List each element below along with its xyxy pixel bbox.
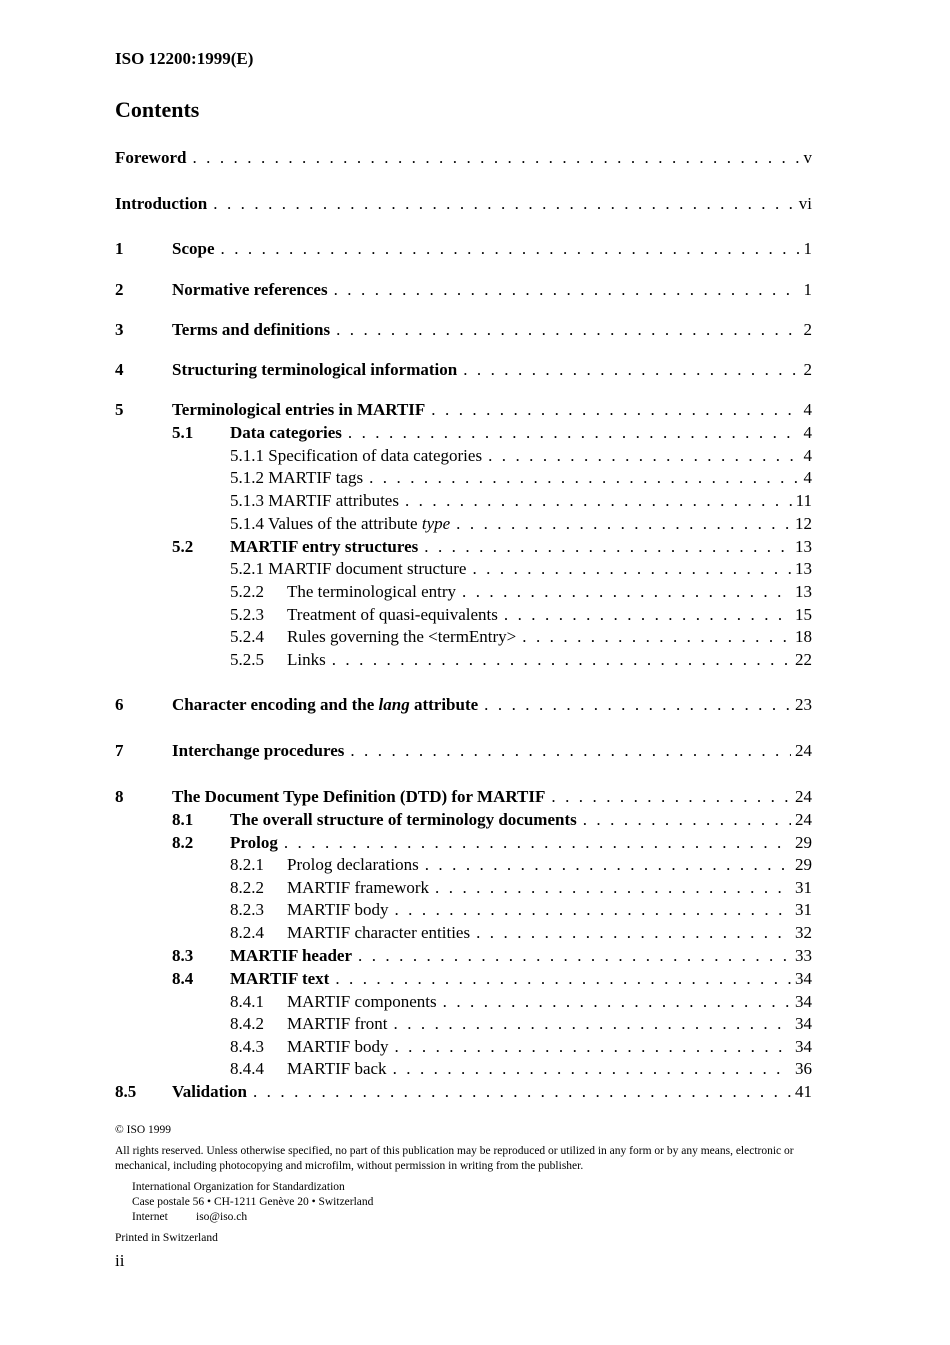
- toc-title-text: 5.1.1 Specification of data categories: [230, 446, 483, 465]
- toc-title-text: Prolog declarations: [287, 855, 419, 874]
- toc-page-number: 4: [803, 446, 812, 465]
- toc-entry[interactable]: [115, 319, 812, 341]
- toc-page-number: 34: [795, 969, 812, 988]
- toc-title-text: MARTIF framework: [287, 878, 430, 897]
- copyright-line: © ISO 1999: [115, 1124, 172, 1136]
- contents-heading: Contents: [115, 97, 200, 122]
- toc-entry[interactable]: [115, 1081, 812, 1103]
- toc-entry[interactable]: [115, 1036, 812, 1058]
- toc-title-text: Scope: [172, 239, 215, 258]
- toc-entry-number: 5.1: [172, 423, 194, 442]
- printed-in: Printed in Switzerland: [115, 1232, 218, 1244]
- toc-entry-title: [230, 604, 504, 626]
- toc-entry-number: 5.2: [172, 537, 194, 556]
- toc-entry-title: [172, 359, 463, 381]
- dot-leader: [488, 445, 799, 467]
- toc-entry-title: [172, 399, 431, 421]
- toc-page-number: 13: [795, 537, 812, 556]
- toc-title-text: MARTIF text: [230, 969, 330, 988]
- toc-entry-number: 4: [115, 360, 124, 379]
- toc-entry[interactable]: [115, 809, 812, 831]
- toc-entry-number: 8.2: [172, 833, 194, 852]
- toc-page-number: 4: [803, 468, 812, 487]
- toc-page-number: 23: [795, 695, 812, 714]
- toc-title-tail: attribute: [409, 695, 479, 714]
- toc-entry-title: [230, 991, 443, 1013]
- toc-title-text: Structuring terminological information: [172, 360, 458, 379]
- toc-subsection-number: 8.4.3: [230, 1037, 264, 1056]
- toc-subsection-number: 5.2.4: [230, 627, 264, 646]
- dot-leader: [462, 581, 791, 603]
- toc-entry-title: [172, 319, 336, 341]
- dot-leader: [192, 147, 799, 169]
- toc-entry[interactable]: [115, 193, 812, 215]
- toc-title-text: The Document Type Definition (DTD) for MARTIF: [172, 787, 546, 806]
- toc-entry-title: [230, 968, 335, 990]
- toc-title-text: MARTIF body: [287, 900, 389, 919]
- toc-entry[interactable]: [115, 1013, 812, 1035]
- toc-entry-title: [230, 945, 358, 967]
- toc-entry-title: [230, 490, 405, 512]
- toc-title-text: Introduction: [115, 194, 208, 213]
- copyright-footer: [115, 1123, 815, 1246]
- toc-entry-title: [230, 1036, 394, 1058]
- toc-entry[interactable]: [115, 359, 812, 381]
- toc-title-text: Terms and definitions: [172, 320, 331, 339]
- toc-title-text: 5.1.4 Values of the attribute: [230, 514, 422, 533]
- toc-entry[interactable]: [115, 238, 812, 260]
- toc-entry-number: 8: [115, 787, 124, 806]
- toc-entry-title: [115, 147, 192, 169]
- toc-page-number: 34: [795, 992, 812, 1011]
- toc-subsection-number: 8.4.1: [230, 992, 264, 1011]
- dot-leader: [522, 626, 791, 648]
- toc-entry-title: [230, 581, 462, 603]
- toc-title-text: MARTIF back: [287, 1059, 387, 1078]
- toc-page-number: 29: [795, 855, 812, 874]
- toc-page-number: v: [803, 148, 812, 167]
- dot-leader: [348, 422, 800, 444]
- toc-entry[interactable]: [115, 740, 812, 762]
- toc-entry[interactable]: [115, 854, 812, 876]
- publisher-address: [115, 1180, 815, 1225]
- toc-entry-number: 8.5: [115, 1082, 137, 1101]
- toc-entry[interactable]: [115, 513, 812, 535]
- toc-title-text: Prolog: [230, 833, 278, 852]
- toc-entry-number: 8.1: [172, 810, 194, 829]
- toc-title-text: Links: [287, 650, 326, 669]
- toc-entry[interactable]: [115, 922, 812, 944]
- toc-entry-title: [230, 854, 425, 876]
- toc-subsection-number: 5.2.3: [230, 605, 264, 624]
- toc-title-text: The terminological entry: [287, 582, 456, 601]
- dot-leader: [253, 1081, 791, 1103]
- toc-entry[interactable]: [115, 991, 812, 1013]
- toc-entry-title: [172, 1081, 253, 1103]
- dot-leader: [551, 786, 791, 808]
- toc-entry-number: 3: [115, 320, 124, 339]
- toc-entry[interactable]: [115, 536, 812, 558]
- toc-subsection-number: 5.2.2: [230, 582, 264, 601]
- toc-entry-title: [230, 513, 456, 535]
- toc-page-number: 31: [795, 878, 812, 897]
- dot-leader: [425, 854, 791, 876]
- dot-leader: [443, 991, 791, 1013]
- dot-leader: [472, 558, 791, 580]
- toc-entry[interactable]: [115, 279, 812, 301]
- dot-leader: [335, 968, 791, 990]
- toc-entry-title: [230, 809, 583, 831]
- toc-entry[interactable]: [115, 832, 812, 854]
- toc-entry[interactable]: [115, 649, 812, 671]
- toc-entry-title: [230, 536, 424, 558]
- dot-leader: [213, 193, 795, 215]
- toc-entry-title: [172, 694, 484, 716]
- toc-page-number: 11: [795, 491, 812, 510]
- toc-entry-title: [230, 1058, 393, 1080]
- toc-title-text: 5.1.3 MARTIF attributes: [230, 491, 399, 510]
- toc-entry-title: [230, 877, 435, 899]
- toc-title-text: Data categories: [230, 423, 342, 442]
- toc-entry-number: 7: [115, 741, 124, 760]
- toc-subsection-number: 8.2.1: [230, 855, 264, 874]
- toc-entry[interactable]: [115, 399, 812, 421]
- toc-entry-title: [172, 279, 334, 301]
- toc-title-italic: lang: [378, 695, 410, 714]
- toc-page-number: 13: [795, 582, 812, 601]
- toc-title-text: 5.1.2 MARTIF tags: [230, 468, 364, 487]
- toc-entry-title: [230, 467, 369, 489]
- toc-page-number: 2: [803, 320, 812, 339]
- toc-title-text: Rules governing the <termEntry>: [287, 627, 517, 646]
- toc-entry-title: [230, 832, 284, 854]
- toc-title-text: MARTIF header: [230, 946, 353, 965]
- dot-leader: [334, 279, 800, 301]
- toc-title-text: Treatment of quasi-equivalents: [287, 605, 498, 624]
- toc-page-number: 32: [795, 923, 812, 942]
- toc-page-number: 24: [795, 787, 812, 806]
- toc-page-number: 41: [795, 1082, 812, 1101]
- toc-subsection-number: 8.2.3: [230, 900, 264, 919]
- toc-page-number: 1: [803, 280, 812, 299]
- dot-leader: [369, 467, 799, 489]
- toc-page-number: 34: [795, 1014, 812, 1033]
- rights-statement: All rights reserved. Unless otherwise specified, no part of this publication may be reproduced or utilized in any form or by any means, electronic or mechanical, including photocopying and microfilm, without permission in writing from the publisher.: [115, 1145, 794, 1172]
- toc-entry-title: [230, 422, 348, 444]
- toc-page-number: 24: [795, 741, 812, 760]
- toc-page-number: 13: [795, 559, 812, 578]
- toc-entry[interactable]: [115, 945, 812, 967]
- toc-page-number: 12: [795, 514, 812, 533]
- postal-address: Case postale 56 • CH-1211 Genève 20 • Switzerland: [132, 1196, 374, 1208]
- toc-entry-number: 6: [115, 695, 124, 714]
- dot-leader: [336, 319, 799, 341]
- dot-leader: [221, 238, 800, 260]
- toc-entry[interactable]: [115, 968, 812, 990]
- toc-entry[interactable]: [115, 877, 812, 899]
- dot-leader: [484, 694, 791, 716]
- toc-entry-title: [230, 1013, 394, 1035]
- toc-title-text: Interchange procedures: [172, 741, 345, 760]
- dot-leader: [394, 899, 791, 921]
- toc-page-number: 33: [795, 946, 812, 965]
- dot-leader: [284, 832, 791, 854]
- dot-leader: [424, 536, 791, 558]
- dot-leader: [332, 649, 791, 671]
- toc-entry[interactable]: [115, 445, 812, 467]
- toc-page-number: vi: [798, 194, 812, 213]
- toc-page-number: 22: [795, 650, 812, 669]
- dot-leader: [504, 604, 791, 626]
- toc-subsection-number: 8.2.2: [230, 878, 264, 897]
- toc-entry[interactable]: [115, 422, 812, 444]
- toc-entry[interactable]: [115, 626, 812, 648]
- toc-entry[interactable]: [115, 147, 812, 169]
- toc-title-text: Terminological entries in MARTIF: [172, 400, 426, 419]
- toc-page-number: 4: [803, 400, 812, 419]
- org-name: International Organization for Standardization: [132, 1181, 345, 1193]
- toc-title-text: MARTIF front: [287, 1014, 388, 1033]
- toc-page-number: 15: [795, 605, 812, 624]
- toc-entry[interactable]: [115, 581, 812, 603]
- toc-entry-title: [230, 922, 476, 944]
- toc-entry-number: 1: [115, 239, 124, 258]
- toc-entry-title: [230, 626, 522, 648]
- toc-page-number: 24: [795, 810, 812, 829]
- standard-identifier: ISO 12200:1999(E): [115, 49, 254, 68]
- dot-leader: [476, 922, 791, 944]
- internet-line: [132, 1210, 815, 1225]
- internet-address[interactable]: iso@iso.ch: [196, 1211, 248, 1223]
- toc-entry-title: [172, 786, 551, 808]
- toc-page-number: 36: [795, 1059, 812, 1078]
- page-number: ii: [115, 1251, 125, 1270]
- toc-page-number: 1: [803, 239, 812, 258]
- toc-title-text: Character encoding and the: [172, 695, 379, 714]
- toc-title-text: MARTIF components: [287, 992, 437, 1011]
- toc-entry-title: [172, 740, 350, 762]
- dot-leader: [393, 1058, 791, 1080]
- toc-title-text: MARTIF entry structures: [230, 537, 419, 556]
- toc-entry-title: [230, 649, 332, 671]
- toc-subsection-number: 8.4.4: [230, 1059, 264, 1078]
- internet-label: Internet: [132, 1211, 168, 1223]
- toc-entry-title: [230, 558, 472, 580]
- toc-title-text: Foreword: [115, 148, 187, 167]
- toc-title-text: MARTIF body: [287, 1037, 389, 1056]
- toc-subsection-number: 5.2.5: [230, 650, 264, 669]
- dot-leader: [435, 877, 791, 899]
- dot-leader: [456, 513, 791, 535]
- toc-entry[interactable]: [115, 558, 812, 580]
- toc-entry[interactable]: [115, 1058, 812, 1080]
- toc-entry-number: 2: [115, 280, 124, 299]
- dot-leader: [394, 1013, 791, 1035]
- toc-page-number: 29: [795, 833, 812, 852]
- toc-subsection-number: 8.2.4: [230, 923, 264, 942]
- toc-entry[interactable]: [115, 467, 812, 489]
- toc-title-text: Validation: [172, 1082, 247, 1101]
- toc-title-text: 5.2.1 MARTIF document structure: [230, 559, 467, 578]
- toc-entry[interactable]: [115, 694, 812, 716]
- toc-page-number: 18: [795, 627, 812, 646]
- toc-page-number: 2: [803, 360, 812, 379]
- toc-page-number: 31: [795, 900, 812, 919]
- dot-leader: [394, 1036, 791, 1058]
- toc-title-text: The overall structure of terminology documents: [230, 810, 577, 829]
- toc-entry[interactable]: [115, 786, 812, 808]
- toc-entry-title: [230, 899, 394, 921]
- toc-entry-number: 5: [115, 400, 124, 419]
- toc-title-text: MARTIF character entities: [287, 923, 471, 942]
- toc-entry[interactable]: [115, 604, 812, 626]
- toc-title-italic: type: [421, 514, 451, 533]
- toc-title-text: Normative references: [172, 280, 328, 299]
- toc-entry[interactable]: [115, 490, 812, 512]
- toc-page-number: 34: [795, 1037, 812, 1056]
- toc-entry-title: [115, 193, 213, 215]
- toc-entry-number: 8.3: [172, 946, 194, 965]
- toc-entry-number: 8.4: [172, 969, 194, 988]
- toc-page-number: 4: [803, 423, 812, 442]
- dot-leader: [431, 399, 799, 421]
- toc-entry[interactable]: [115, 899, 812, 921]
- dot-leader: [583, 809, 791, 831]
- dot-leader: [358, 945, 791, 967]
- dot-leader: [463, 359, 799, 381]
- dot-leader: [350, 740, 791, 762]
- toc-subsection-number: 8.4.2: [230, 1014, 264, 1033]
- toc-entry-title: [230, 445, 488, 467]
- toc-entry-title: [172, 238, 221, 260]
- dot-leader: [405, 490, 792, 512]
